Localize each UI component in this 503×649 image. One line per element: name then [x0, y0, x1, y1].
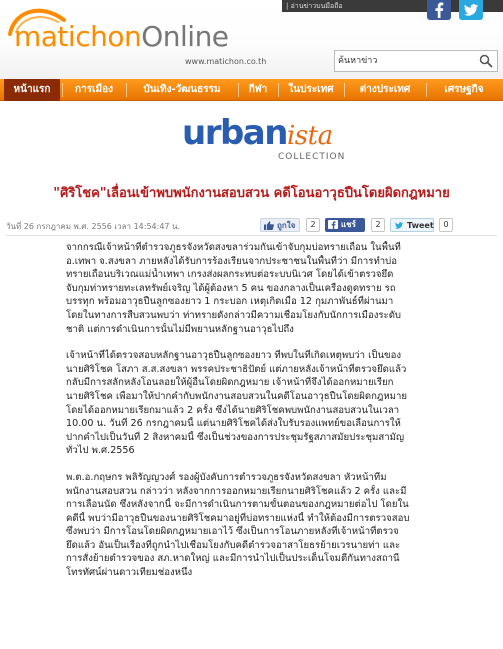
- mobile-news-link[interactable]: | อ่านข่าวบนมือถือ: [286, 2, 343, 10]
- like-label: ถูกใจ: [277, 221, 296, 230]
- article-line: โทรทัศน์ผ่านดาวเทียมช่องหนึ่ง: [66, 567, 193, 579]
- site-header: [0, 0, 503, 79]
- banner-brand-sub: ista: [286, 121, 333, 151]
- facebook-f-icon: [328, 220, 338, 229]
- article-line: เจ้าหน้าที่ได้ตรวจสอบหลักฐานอาวุธปืนลูกซองยาว ที่พบในที่เกิดเหตุพบว่า เป็นของ: [66, 350, 402, 362]
- article-line: การเลื่อนนัด ซึ่งหลังจากนี้ จะมีการดำเนินการตามขั้นตอนของกฎหมายต่อไป โดยใน: [66, 499, 409, 511]
- facebook-icon: [433, 2, 445, 18]
- facebook-button[interactable]: [427, 0, 451, 20]
- logo-text-matichon: matichon: [14, 20, 142, 53]
- nav-item-entertainment[interactable]: บันเทิง-วัฒนธรรม: [143, 84, 221, 95]
- nav-divider: [126, 83, 127, 97]
- nav-item-international[interactable]: ต่างประเทศ: [359, 84, 411, 95]
- article-paragraph: [66, 349, 491, 458]
- nav-item-home[interactable]: หน้าแรก: [4, 79, 60, 101]
- nav-item-economy[interactable]: เศรษฐกิจ: [444, 84, 484, 95]
- article-meta-bar: [6, 216, 497, 236]
- article-paragraph: [66, 471, 491, 580]
- search-icon[interactable]: [479, 54, 493, 68]
- nav-divider: [344, 83, 345, 97]
- nav-divider: [426, 83, 427, 97]
- banner-collection-label: COLLECTION: [278, 152, 346, 162]
- article-line: โดยในทางการสืบสวนพบว่า ท่าทรายดังกล่าวมีความเชื่อมโยงกับนักการเมืองระดับ: [66, 309, 402, 321]
- article-line: อ.เทพา จ.สงขลา ภายหลังได้รับการร้องเรียนจากประชาชนในพื้นที่ว่า มีการทำบ่อ: [66, 255, 398, 267]
- like-count: 2: [306, 218, 320, 232]
- site-url: www.matichon.co.th: [185, 57, 267, 66]
- nav-divider: [62, 83, 63, 97]
- banner-brand-main: urban: [182, 113, 287, 153]
- article-line: นายศิริโชค โสภา ส.ส.สงขลา พรรคประชาธิปัตย์ แต่ภายหลังเจ้าหน้าที่ตรวจยึดแล้ว: [66, 363, 407, 375]
- search-box: [334, 50, 498, 72]
- nav-item-local[interactable]: ในประเทศ: [288, 84, 334, 95]
- site-logo[interactable]: [14, 20, 229, 54]
- article-line: ปากคำไปเป็นวันที่ 2 สิงหาคมนี้ ซึ่งเป็นช่วงของการประชุมรัฐสภาสมัยประชุมสามัญ: [66, 431, 405, 443]
- twitter-button[interactable]: [459, 0, 483, 20]
- tweet-count: 0: [439, 218, 453, 232]
- nav-item-politics[interactable]: การเมือง: [75, 84, 113, 95]
- article-headline: "ศิริโชค"เลื่อนเข้าพบพนักงานสอบสวน คดีโอนอาวุธปืนโดยผิดกฎหมาย: [53, 186, 450, 201]
- twitter-bird-icon: [394, 221, 404, 230]
- article-line: พ.ต.อ.กฤษกร พลิรัญญวงศ์ รองผู้บังคับการตำรวจภูธรจังหวัดสงขลา หัวหน้าทีม: [66, 471, 387, 483]
- article-line: พนักงานสอบสวน กล่าวว่า หลังจากการออกหมายเรียกนายศิริโชคแล้ว 2 ครั้ง และมี: [66, 485, 407, 497]
- article-line: โดยได้ออกหมายเรียกมาแล้ว 2 ครั้ง ซึ่งได้นายศิริโชคพบพนักงานสอบสวนในเวลา: [66, 404, 400, 416]
- thumbs-up-icon: [264, 221, 274, 230]
- article-line: ทั่วไป พ.ศ.2556: [66, 445, 135, 457]
- article-line: การสั่งย้ายตำรวจของ สภ.หาดใหญ่ และมีการนำไปเป็นประเด็นโจมตีกันทางสถานี: [66, 553, 400, 565]
- article-line: คดีนี้ พบว่ามีอาวุธปืนของนายศิริโชคมาอยู่ที่บ่อทรายแห่งนี้ ทำให้ต้องมีการตรวจสอบ: [66, 512, 410, 524]
- article-line: จับกุมท่าทรายทะเลทรัพย์เจริญ ได้ผู้ต้องหา 5 คน ของกลางเป็นเครื่องดูดทราย รถ: [66, 282, 396, 294]
- facebook-like-button[interactable]: [260, 218, 300, 232]
- article-date: วันที่ 26 กรกฎาคม พ.ศ. 2556 เวลา 14:54:47 น.: [6, 222, 181, 231]
- search-input[interactable]: [338, 54, 458, 68]
- share-label: แชร์: [341, 220, 356, 229]
- banner-brand: [182, 114, 333, 155]
- article-line: บรรทุก พร้อมอาวุธปืนลูกซองยาว 1 กระบอก เหตุเกิดเมื่อ 12 กุมภาพันธ์ที่ผ่านมา: [66, 296, 394, 308]
- article-line: ชาติ แต่การดำเนินการนั้นไม่มีพยานหลักฐานอาวุธไปถึง: [66, 323, 294, 335]
- article-paragraph: [66, 241, 491, 336]
- article-line: ยึดแล้ว อันเป็นเรื่องที่ถูกนำไปเชื่อมโยงกับคดีตำรวจอาสาโยธรย้ายเวรนายท่า และ: [66, 539, 401, 551]
- article-body: [66, 241, 491, 593]
- facebook-share-button[interactable]: [325, 218, 365, 232]
- logo-text-online: Online: [141, 20, 229, 53]
- urbanista-banner[interactable]: [170, 112, 346, 174]
- nav-item-sports[interactable]: กีฬา: [248, 84, 268, 95]
- main-nav: [0, 79, 503, 101]
- share-count: 2: [371, 218, 385, 232]
- twitter-icon: [463, 2, 479, 18]
- article-line: กลับมีการสลักหลังโอนลอยให้ผู้อื่นโดยผิดกฎหมาย เจ้าหน้าที่จึงได้ออกหมายเรียก: [66, 377, 394, 389]
- article-line: ซึ่งพบว่า มีการโอนโดยผิดกฎหมายเอาไว้ ซึ่งเป็นการโอนภายหลังที่เจ้าหน้าที่ตรวจ: [66, 526, 399, 538]
- nav-divider: [278, 83, 279, 97]
- nav-divider: [238, 83, 239, 97]
- tweet-label: Tweet: [407, 221, 434, 230]
- article-line: จากกรณีเจ้าหน้าที่ตำรวจภูธรจังหวัดสงขลาร่วมกันเข้าจับกุมบ่อทรายเถื่อน ในพื้นที่: [66, 242, 401, 253]
- tweet-button[interactable]: [390, 218, 434, 232]
- article-line: นายศิริโชค เพื่อมาให้ปากคำกับพนักงานสอบสวนในคดีโอนอาวุธปืนโดยผิดกฎหมาย: [66, 390, 408, 402]
- article-line: ทรายเถื่อนบริเวณแม่น้ำเทพา เกรงส่งผลกระทบต่อระบบนิเวศ โดยได้เข้าตรวจยึด: [66, 269, 394, 281]
- article-line: 10.00 น. วันที่ 26 กรกฎาคมนี้ แต่นายศิริโชคได้ส่งใบรับรองแพทย์ขอเลื่อนการให้: [66, 418, 401, 430]
